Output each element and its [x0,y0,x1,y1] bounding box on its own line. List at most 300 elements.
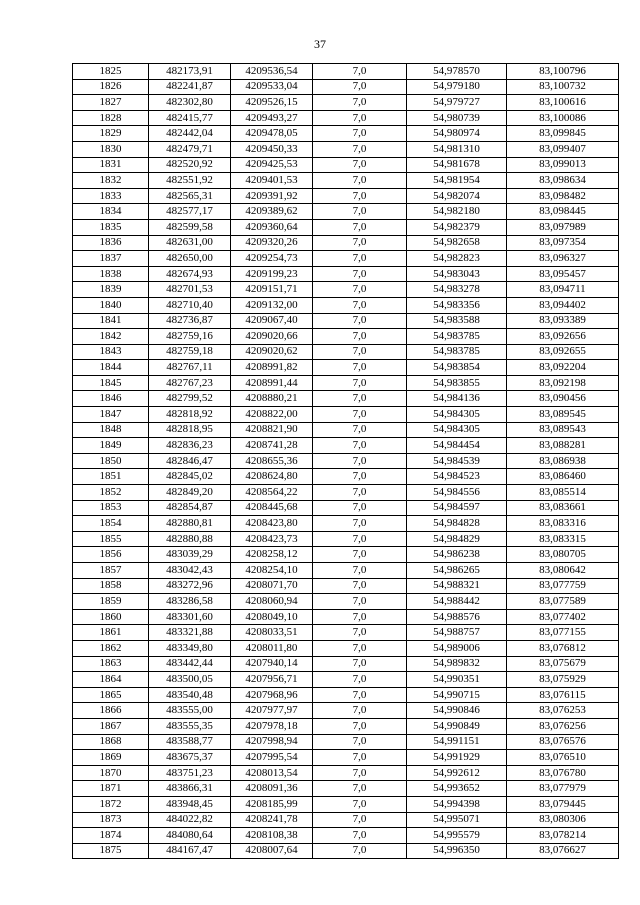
y-coordinate-cell: 4208564,22 [231,485,313,501]
latitude-cell: 54,988757 [407,625,507,641]
longitude-cell: 83,077759 [507,578,619,594]
value-cell: 7,0 [313,796,407,812]
point-number-cell: 1875 [73,843,149,859]
x-coordinate-cell: 482241,87 [149,79,231,95]
latitude-cell: 54,992612 [407,765,507,781]
coordinates-table [72,63,619,859]
latitude-cell: 54,991151 [407,734,507,750]
x-coordinate-cell: 483039,29 [149,547,231,563]
x-coordinate-cell: 483555,35 [149,718,231,734]
point-number-cell: 1861 [73,625,149,641]
longitude-cell: 83,083661 [507,500,619,516]
longitude-cell: 83,090456 [507,391,619,407]
table-row [73,422,619,438]
point-number-cell: 1830 [73,141,149,157]
latitude-cell: 54,991929 [407,750,507,766]
longitude-cell: 83,089545 [507,407,619,423]
latitude-cell: 54,980739 [407,110,507,126]
longitude-cell: 83,086460 [507,469,619,485]
table-row [73,95,619,111]
x-coordinate-cell: 482650,00 [149,251,231,267]
longitude-cell: 83,094711 [507,282,619,298]
point-number-cell: 1849 [73,438,149,454]
latitude-cell: 54,990351 [407,672,507,688]
longitude-cell: 83,100616 [507,95,619,111]
longitude-cell: 83,076627 [507,843,619,859]
latitude-cell: 54,984523 [407,469,507,485]
latitude-cell: 54,984539 [407,453,507,469]
longitude-cell: 83,076576 [507,734,619,750]
x-coordinate-cell: 482799,52 [149,391,231,407]
value-cell: 7,0 [313,609,407,625]
value-cell: 7,0 [313,297,407,313]
longitude-cell: 83,092656 [507,329,619,345]
table-row [73,656,619,672]
y-coordinate-cell: 4208108,38 [231,828,313,844]
value-cell: 7,0 [313,375,407,391]
x-coordinate-cell: 482674,93 [149,266,231,282]
point-number-cell: 1826 [73,79,149,95]
longitude-cell: 83,098445 [507,204,619,220]
longitude-cell: 83,077155 [507,625,619,641]
point-number-cell: 1827 [73,95,149,111]
x-coordinate-cell: 482577,17 [149,204,231,220]
point-number-cell: 1868 [73,734,149,750]
latitude-cell: 54,983043 [407,266,507,282]
y-coordinate-cell: 4208821,90 [231,422,313,438]
value-cell: 7,0 [313,64,407,80]
x-coordinate-cell: 483442,44 [149,656,231,672]
longitude-cell: 83,092198 [507,375,619,391]
point-number-cell: 1867 [73,718,149,734]
latitude-cell: 54,984454 [407,438,507,454]
latitude-cell: 54,981954 [407,173,507,189]
y-coordinate-cell: 4209151,71 [231,282,313,298]
x-coordinate-cell: 482479,71 [149,141,231,157]
longitude-cell: 83,079445 [507,796,619,812]
x-coordinate-cell: 482818,95 [149,422,231,438]
point-number-cell: 1862 [73,640,149,656]
table-row [73,204,619,220]
x-coordinate-cell: 482631,00 [149,235,231,251]
x-coordinate-cell: 483675,37 [149,750,231,766]
longitude-cell: 83,077589 [507,594,619,610]
y-coordinate-cell: 4208071,70 [231,578,313,594]
y-coordinate-cell: 4208655,36 [231,453,313,469]
longitude-cell: 83,080306 [507,812,619,828]
latitude-cell: 54,984305 [407,407,507,423]
x-coordinate-cell: 482880,88 [149,531,231,547]
y-coordinate-cell: 4207978,18 [231,718,313,734]
value-cell: 7,0 [313,422,407,438]
value-cell: 7,0 [313,141,407,157]
point-number-cell: 1845 [73,375,149,391]
y-coordinate-cell: 4208624,80 [231,469,313,485]
table-row [73,516,619,532]
value-cell: 7,0 [313,188,407,204]
value-cell: 7,0 [313,594,407,610]
longitude-cell: 83,098634 [507,173,619,189]
y-coordinate-cell: 4209425,53 [231,157,313,173]
value-cell: 7,0 [313,765,407,781]
table-row [73,594,619,610]
x-coordinate-cell: 482845,02 [149,469,231,485]
table-row [73,703,619,719]
longitude-cell: 83,100796 [507,64,619,80]
value-cell: 7,0 [313,469,407,485]
value-cell: 7,0 [313,750,407,766]
longitude-cell: 83,088281 [507,438,619,454]
point-number-cell: 1851 [73,469,149,485]
point-number-cell: 1872 [73,796,149,812]
value-cell: 7,0 [313,500,407,516]
value-cell: 7,0 [313,157,407,173]
table-row [73,375,619,391]
y-coordinate-cell: 4208060,94 [231,594,313,610]
value-cell: 7,0 [313,251,407,267]
latitude-cell: 54,986238 [407,547,507,563]
table-row [73,765,619,781]
value-cell: 7,0 [313,110,407,126]
point-number-cell: 1871 [73,781,149,797]
table-row [73,64,619,80]
table-row [73,188,619,204]
point-number-cell: 1869 [73,750,149,766]
longitude-cell: 83,077402 [507,609,619,625]
x-coordinate-cell: 484022,82 [149,812,231,828]
value-cell: 7,0 [313,391,407,407]
y-coordinate-cell: 4209067,40 [231,313,313,329]
latitude-cell: 54,979727 [407,95,507,111]
latitude-cell: 54,984829 [407,531,507,547]
longitude-cell: 83,096327 [507,251,619,267]
point-number-cell: 1840 [73,297,149,313]
latitude-cell: 54,989832 [407,656,507,672]
table-row [73,438,619,454]
longitude-cell: 83,100732 [507,79,619,95]
table-row [73,329,619,345]
y-coordinate-cell: 4208049,10 [231,609,313,625]
table-row [73,251,619,267]
value-cell: 7,0 [313,687,407,703]
y-coordinate-cell: 4207940,14 [231,656,313,672]
y-coordinate-cell: 4209391,92 [231,188,313,204]
point-number-cell: 1863 [73,656,149,672]
longitude-cell: 83,083316 [507,516,619,532]
latitude-cell: 54,979180 [407,79,507,95]
point-number-cell: 1860 [73,609,149,625]
latitude-cell: 54,984305 [407,422,507,438]
value-cell: 7,0 [313,843,407,859]
x-coordinate-cell: 482759,16 [149,329,231,345]
value-cell: 7,0 [313,547,407,563]
latitude-cell: 54,994398 [407,796,507,812]
x-coordinate-cell: 483349,80 [149,640,231,656]
point-number-cell: 1835 [73,219,149,235]
longitude-cell: 83,097354 [507,235,619,251]
x-coordinate-cell: 483540,48 [149,687,231,703]
point-number-cell: 1837 [73,251,149,267]
y-coordinate-cell: 4208091,36 [231,781,313,797]
longitude-cell: 83,083315 [507,531,619,547]
x-coordinate-cell: 483286,58 [149,594,231,610]
y-coordinate-cell: 4209450,33 [231,141,313,157]
x-coordinate-cell: 482565,31 [149,188,231,204]
table-row [73,500,619,516]
value-cell: 7,0 [313,126,407,142]
table-row [73,297,619,313]
point-number-cell: 1852 [73,485,149,501]
latitude-cell: 54,995579 [407,828,507,844]
x-coordinate-cell: 482767,23 [149,375,231,391]
latitude-cell: 54,990849 [407,718,507,734]
x-coordinate-cell: 482599,58 [149,219,231,235]
table-row [73,672,619,688]
latitude-cell: 54,983278 [407,282,507,298]
latitude-cell: 54,982823 [407,251,507,267]
latitude-cell: 54,982379 [407,219,507,235]
table-row [73,110,619,126]
x-coordinate-cell: 483751,23 [149,765,231,781]
point-number-cell: 1839 [73,282,149,298]
point-number-cell: 1853 [73,500,149,516]
x-coordinate-cell: 482173,91 [149,64,231,80]
x-coordinate-cell: 482767,11 [149,360,231,376]
value-cell: 7,0 [313,453,407,469]
longitude-cell: 83,097989 [507,219,619,235]
table-row [73,718,619,734]
point-number-cell: 1859 [73,594,149,610]
y-coordinate-cell: 4208254,10 [231,563,313,579]
value-cell: 7,0 [313,578,407,594]
y-coordinate-cell: 4208241,78 [231,812,313,828]
table-row [73,485,619,501]
point-number-cell: 1866 [73,703,149,719]
point-number-cell: 1856 [73,547,149,563]
table-row [73,640,619,656]
longitude-cell: 83,095457 [507,266,619,282]
y-coordinate-cell: 4208013,54 [231,765,313,781]
latitude-cell: 54,983588 [407,313,507,329]
point-number-cell: 1870 [73,765,149,781]
latitude-cell: 54,981678 [407,157,507,173]
table-row [73,563,619,579]
table-row [73,173,619,189]
y-coordinate-cell: 4208991,44 [231,375,313,391]
value-cell: 7,0 [313,563,407,579]
y-coordinate-cell: 4209020,62 [231,344,313,360]
point-number-cell: 1846 [73,391,149,407]
table-row [73,391,619,407]
x-coordinate-cell: 482736,87 [149,313,231,329]
value-cell: 7,0 [313,812,407,828]
value-cell: 7,0 [313,204,407,220]
y-coordinate-cell: 4208258,12 [231,547,313,563]
latitude-cell: 54,981310 [407,141,507,157]
longitude-cell: 83,076115 [507,687,619,703]
value-cell: 7,0 [313,266,407,282]
y-coordinate-cell: 4209536,54 [231,64,313,80]
latitude-cell: 54,984828 [407,516,507,532]
x-coordinate-cell: 482759,18 [149,344,231,360]
point-number-cell: 1831 [73,157,149,173]
x-coordinate-cell: 483301,60 [149,609,231,625]
x-coordinate-cell: 483272,96 [149,578,231,594]
point-number-cell: 1825 [73,64,149,80]
latitude-cell: 54,984136 [407,391,507,407]
table-row [73,141,619,157]
table-row [73,469,619,485]
point-number-cell: 1847 [73,407,149,423]
longitude-cell: 83,080642 [507,563,619,579]
x-coordinate-cell: 483042,43 [149,563,231,579]
table-row [73,453,619,469]
x-coordinate-cell: 483555,00 [149,703,231,719]
x-coordinate-cell: 483500,05 [149,672,231,688]
point-number-cell: 1832 [73,173,149,189]
y-coordinate-cell: 4208423,80 [231,516,313,532]
point-number-cell: 1834 [73,204,149,220]
longitude-cell: 83,075929 [507,672,619,688]
point-number-cell: 1855 [73,531,149,547]
longitude-cell: 83,099013 [507,157,619,173]
x-coordinate-cell: 482849,20 [149,485,231,501]
table-body [73,64,619,859]
table-row [73,687,619,703]
table-row [73,609,619,625]
value-cell: 7,0 [313,516,407,532]
longitude-cell: 83,099407 [507,141,619,157]
latitude-cell: 54,982180 [407,204,507,220]
point-number-cell: 1864 [73,672,149,688]
x-coordinate-cell: 483588,77 [149,734,231,750]
longitude-cell: 83,076253 [507,703,619,719]
longitude-cell: 83,086938 [507,453,619,469]
y-coordinate-cell: 4207998,94 [231,734,313,750]
table-row [73,126,619,142]
y-coordinate-cell: 4208423,73 [231,531,313,547]
latitude-cell: 54,988576 [407,609,507,625]
latitude-cell: 54,982074 [407,188,507,204]
table-row [73,750,619,766]
table-row [73,796,619,812]
y-coordinate-cell: 4207995,54 [231,750,313,766]
x-coordinate-cell: 482710,40 [149,297,231,313]
point-number-cell: 1838 [73,266,149,282]
y-coordinate-cell: 4208822,00 [231,407,313,423]
longitude-cell: 83,080705 [507,547,619,563]
point-number-cell: 1828 [73,110,149,126]
longitude-cell: 83,078214 [507,828,619,844]
value-cell: 7,0 [313,734,407,750]
y-coordinate-cell: 4207968,96 [231,687,313,703]
value-cell: 7,0 [313,640,407,656]
latitude-cell: 54,983785 [407,329,507,345]
x-coordinate-cell: 484080,64 [149,828,231,844]
y-coordinate-cell: 4207977,97 [231,703,313,719]
value-cell: 7,0 [313,703,407,719]
x-coordinate-cell: 482818,92 [149,407,231,423]
x-coordinate-cell: 482701,53 [149,282,231,298]
y-coordinate-cell: 4209389,62 [231,204,313,220]
latitude-cell: 54,989006 [407,640,507,656]
table-row [73,828,619,844]
latitude-cell: 54,990715 [407,687,507,703]
value-cell: 7,0 [313,485,407,501]
point-number-cell: 1854 [73,516,149,532]
y-coordinate-cell: 4208007,64 [231,843,313,859]
value-cell: 7,0 [313,672,407,688]
value-cell: 7,0 [313,360,407,376]
longitude-cell: 83,092204 [507,360,619,376]
latitude-cell: 54,995071 [407,812,507,828]
y-coordinate-cell: 4209493,27 [231,110,313,126]
y-coordinate-cell: 4209132,00 [231,297,313,313]
point-number-cell: 1874 [73,828,149,844]
value-cell: 7,0 [313,656,407,672]
x-coordinate-cell: 483321,88 [149,625,231,641]
point-number-cell: 1850 [73,453,149,469]
point-number-cell: 1848 [73,422,149,438]
latitude-cell: 54,983854 [407,360,507,376]
longitude-cell: 83,085514 [507,485,619,501]
value-cell: 7,0 [313,531,407,547]
x-coordinate-cell: 482415,77 [149,110,231,126]
latitude-cell: 54,980974 [407,126,507,142]
y-coordinate-cell: 4209478,05 [231,126,313,142]
latitude-cell: 54,984556 [407,485,507,501]
value-cell: 7,0 [313,828,407,844]
longitude-cell: 83,075679 [507,656,619,672]
table-row [73,79,619,95]
point-number-cell: 1836 [73,235,149,251]
x-coordinate-cell: 482442,04 [149,126,231,142]
value-cell: 7,0 [313,781,407,797]
x-coordinate-cell: 482846,47 [149,453,231,469]
point-number-cell: 1857 [73,563,149,579]
point-number-cell: 1829 [73,126,149,142]
longitude-cell: 83,077979 [507,781,619,797]
latitude-cell: 54,986265 [407,563,507,579]
table-row [73,360,619,376]
value-cell: 7,0 [313,329,407,345]
x-coordinate-cell: 482520,92 [149,157,231,173]
value-cell: 7,0 [313,235,407,251]
table-row [73,282,619,298]
table-row [73,843,619,859]
point-number-cell: 1833 [73,188,149,204]
x-coordinate-cell: 483948,45 [149,796,231,812]
value-cell: 7,0 [313,79,407,95]
table-row [73,547,619,563]
table-row [73,344,619,360]
y-coordinate-cell: 4209526,15 [231,95,313,111]
value-cell: 7,0 [313,438,407,454]
latitude-cell: 54,983855 [407,375,507,391]
latitude-cell: 54,984597 [407,500,507,516]
y-coordinate-cell: 4209254,73 [231,251,313,267]
longitude-cell: 83,089543 [507,422,619,438]
y-coordinate-cell: 4209533,04 [231,79,313,95]
y-coordinate-cell: 4208445,68 [231,500,313,516]
table-row [73,578,619,594]
value-cell: 7,0 [313,219,407,235]
value-cell: 7,0 [313,173,407,189]
table-row [73,219,619,235]
longitude-cell: 83,094402 [507,297,619,313]
table-row [73,625,619,641]
x-coordinate-cell: 482836,23 [149,438,231,454]
